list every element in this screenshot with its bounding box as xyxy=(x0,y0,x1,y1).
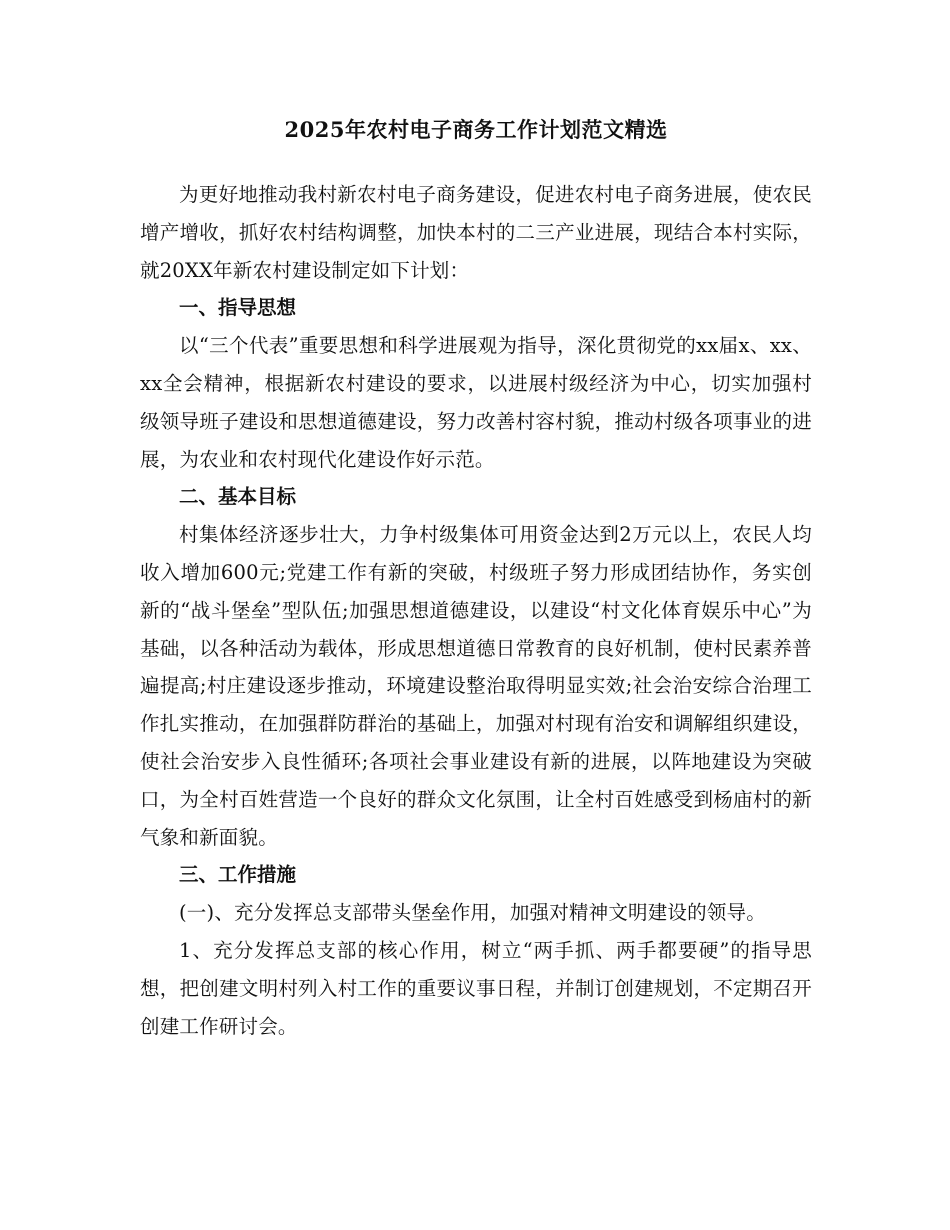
section-heading-basic-goals: 二、基本目标 xyxy=(179,485,297,509)
document-body xyxy=(140,112,812,1045)
section-heading-work-measures: 三、工作措施 xyxy=(179,863,297,887)
work-measures-item-1-paragraph: 1、充分发挥总支部的核心作用，树立“两手抓、两手都要硬”的指导思想，把创建文明村列入村工作的重要议事日程，并制订创建规划，不定期召开创建工作研讨会。 xyxy=(140,938,812,1038)
section-heading-guiding-ideology: 一、指导思想 xyxy=(179,296,297,320)
document-title: 2025年农村电子商务工作计划范文精选 xyxy=(284,117,668,142)
intro-paragraph: 为更好地推动我村新农村电子商务建设，促进农村电子商务进展，使农民增产增收，抓好农村结构调整，加快本村的二三产业进展，现结合本村实际，就20XX年新农村建设制定如下计划： xyxy=(140,183,812,282)
guiding-ideology-paragraph: 以“三个代表”重要思想和科学进展观为指导，深化贯彻党的xx届x、xx、xx全会精神，根据新农村建设的要求，以进展村级经济为中心，切实加强村级领导班子建设和思想道德建设，努力改善村容村貌，推动村级各项事业的进展，为农业和农村现代化建设作好示范。 xyxy=(140,334,812,471)
basic-goals-paragraph: 村集体经济逐步壮大，力争村级集体可用资金达到2万元以上，农民人均收入增加600元;党建工作有新的突破，村级班子努力形成团结协作，务实创新的“战斗堡垒”型队伍;加强思想道德建设，以建设“村文化体育娱乐中心”为基础，以各种活动为载体，形成思想道德日常教育的良好机制，使村民素养普遍提高;村庄建设逐步推动，环境建设整治取得明显实效;社会治安综合治理工作扎实推动，在加强群防群治的基础上，加强对村现有治安和调解组织建设，使社会治安步入良性循环;各项社会事业建设有新的进展，以阵地建设为突破口，为全村百姓营造一个良好的群众文化氛围，让全村百姓感受到杨庙村的新气象和新面貌。 xyxy=(140,523,812,849)
work-measures-subheading-paragraph: (一)、充分发挥总支部带头堡垒作用，加强对精神文明建设的领导。 xyxy=(179,901,766,925)
